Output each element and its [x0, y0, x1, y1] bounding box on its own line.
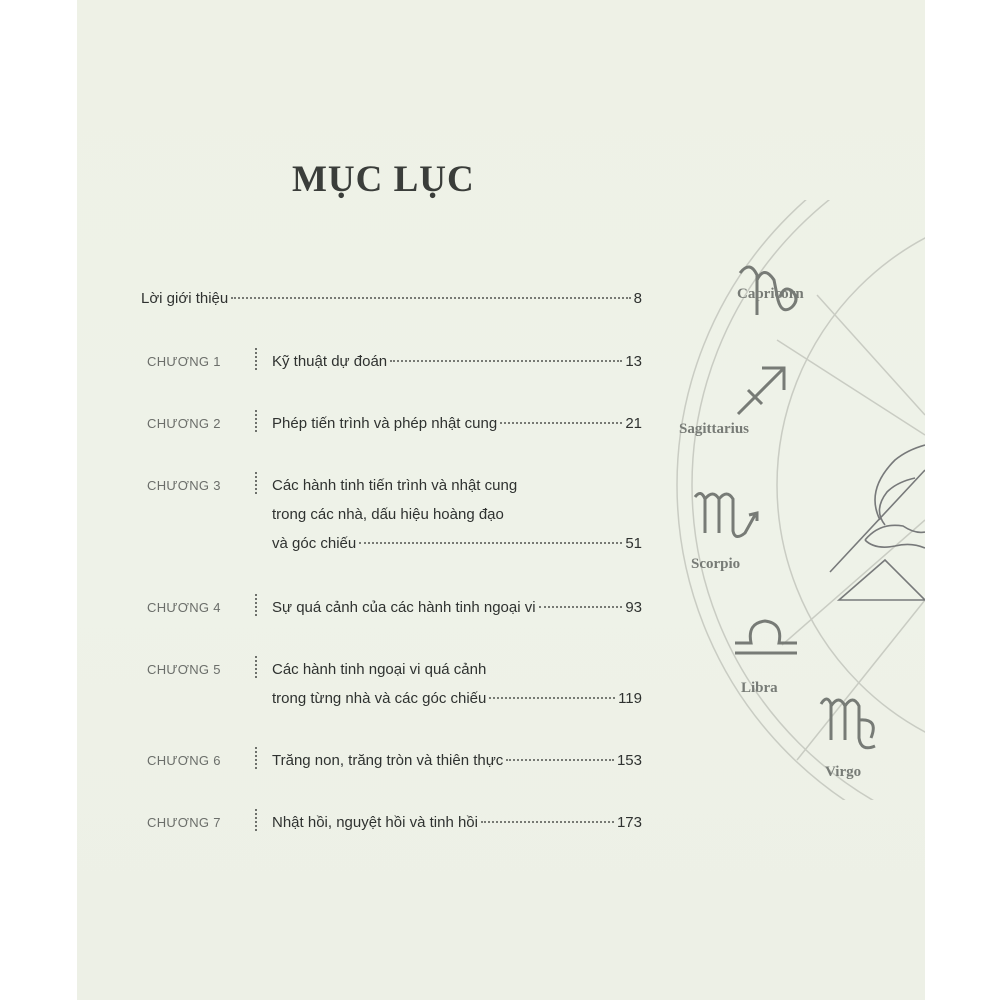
chapter-page-number: 173 [616, 814, 642, 831]
sagittarius-label: Sagittarius [679, 421, 750, 437]
toc-intro-label: Lời giới thiệu [141, 290, 229, 307]
dot-leader [489, 697, 615, 699]
dotted-separator [255, 472, 257, 494]
chapter-entry [272, 655, 642, 713]
chapter-entry [272, 808, 642, 837]
chapter-number-label: CHƯƠNG 6 [147, 753, 221, 768]
libra-label: Libra [741, 680, 778, 696]
dotted-separator [255, 747, 257, 769]
virgo-icon [817, 690, 887, 765]
capricorn-label: Capricorn [737, 286, 804, 302]
chapter-page-number: 93 [625, 599, 642, 616]
chapter-page-number: 21 [625, 415, 642, 432]
chapter-number-label: CHƯƠNG 3 [147, 478, 221, 493]
chapter-number-label: CHƯƠNG 4 [147, 600, 221, 615]
virgo-label: Virgo [825, 764, 862, 780]
chapter-title-line: trong các nhà, dấu hiệu hoàng đạo [272, 506, 504, 523]
scorpio-label: Scorpio [691, 556, 741, 572]
dotted-separator [255, 594, 257, 616]
chapter-title-line: Các hành tinh tiến trình và nhật cung [272, 477, 518, 494]
chapter-number-label: CHƯƠNG 5 [147, 662, 221, 677]
dotted-separator [255, 656, 257, 678]
chapter-entry [272, 409, 642, 438]
dotted-separator [255, 348, 257, 370]
chapter-number-label: CHƯƠNG 2 [147, 416, 221, 431]
dot-leader [231, 297, 630, 299]
chapter-title-line: Sự quá cảnh của các hành tinh ngoại vi [272, 599, 536, 616]
chapter-entry [272, 593, 642, 622]
sagittarius-icon [732, 360, 792, 420]
chapter-title-line: Nhật hồi, nguyệt hồi và tinh hồi [272, 814, 478, 831]
toc-intro-page: 8 [633, 290, 642, 307]
dot-leader [539, 606, 623, 608]
chapter-title-line: Các hành tinh ngoại vi quá cảnh [272, 661, 487, 678]
dot-leader [506, 759, 614, 761]
chapter-entry [272, 471, 642, 558]
chapter-title-line: và góc chiếu [272, 535, 357, 552]
dot-leader [500, 422, 622, 424]
quill-hand-illustration [825, 430, 925, 610]
libra-icon [729, 613, 804, 658]
chapter-title-line: Trăng non, trăng tròn và thiên thực [272, 752, 504, 769]
dot-leader [481, 821, 614, 823]
chapter-page-number: 153 [616, 752, 642, 769]
dotted-separator [255, 410, 257, 432]
chapter-page-number: 51 [625, 535, 642, 552]
chapter-title-line: Phép tiến trình và phép nhật cung [272, 415, 498, 432]
dotted-separator [255, 809, 257, 831]
chapter-entry [272, 347, 642, 376]
chapter-page-number: 13 [625, 353, 642, 370]
scorpio-icon [691, 485, 781, 545]
chapter-title-line: Kỹ thuật dự đoán [272, 353, 388, 370]
toc-intro-entry [141, 289, 642, 309]
chapter-number-label: CHƯƠNG 1 [147, 354, 221, 369]
page-title: MỤC LỤC [292, 159, 475, 200]
book-page [77, 0, 925, 1000]
chapter-number-label: CHƯƠNG 7 [147, 815, 221, 830]
dot-leader [390, 360, 622, 362]
dot-leader [359, 542, 622, 544]
chapter-entry [272, 746, 642, 775]
chapter-title-line: trong từng nhà và các góc chiếu [272, 690, 487, 707]
chapter-page-number: 119 [618, 690, 642, 707]
